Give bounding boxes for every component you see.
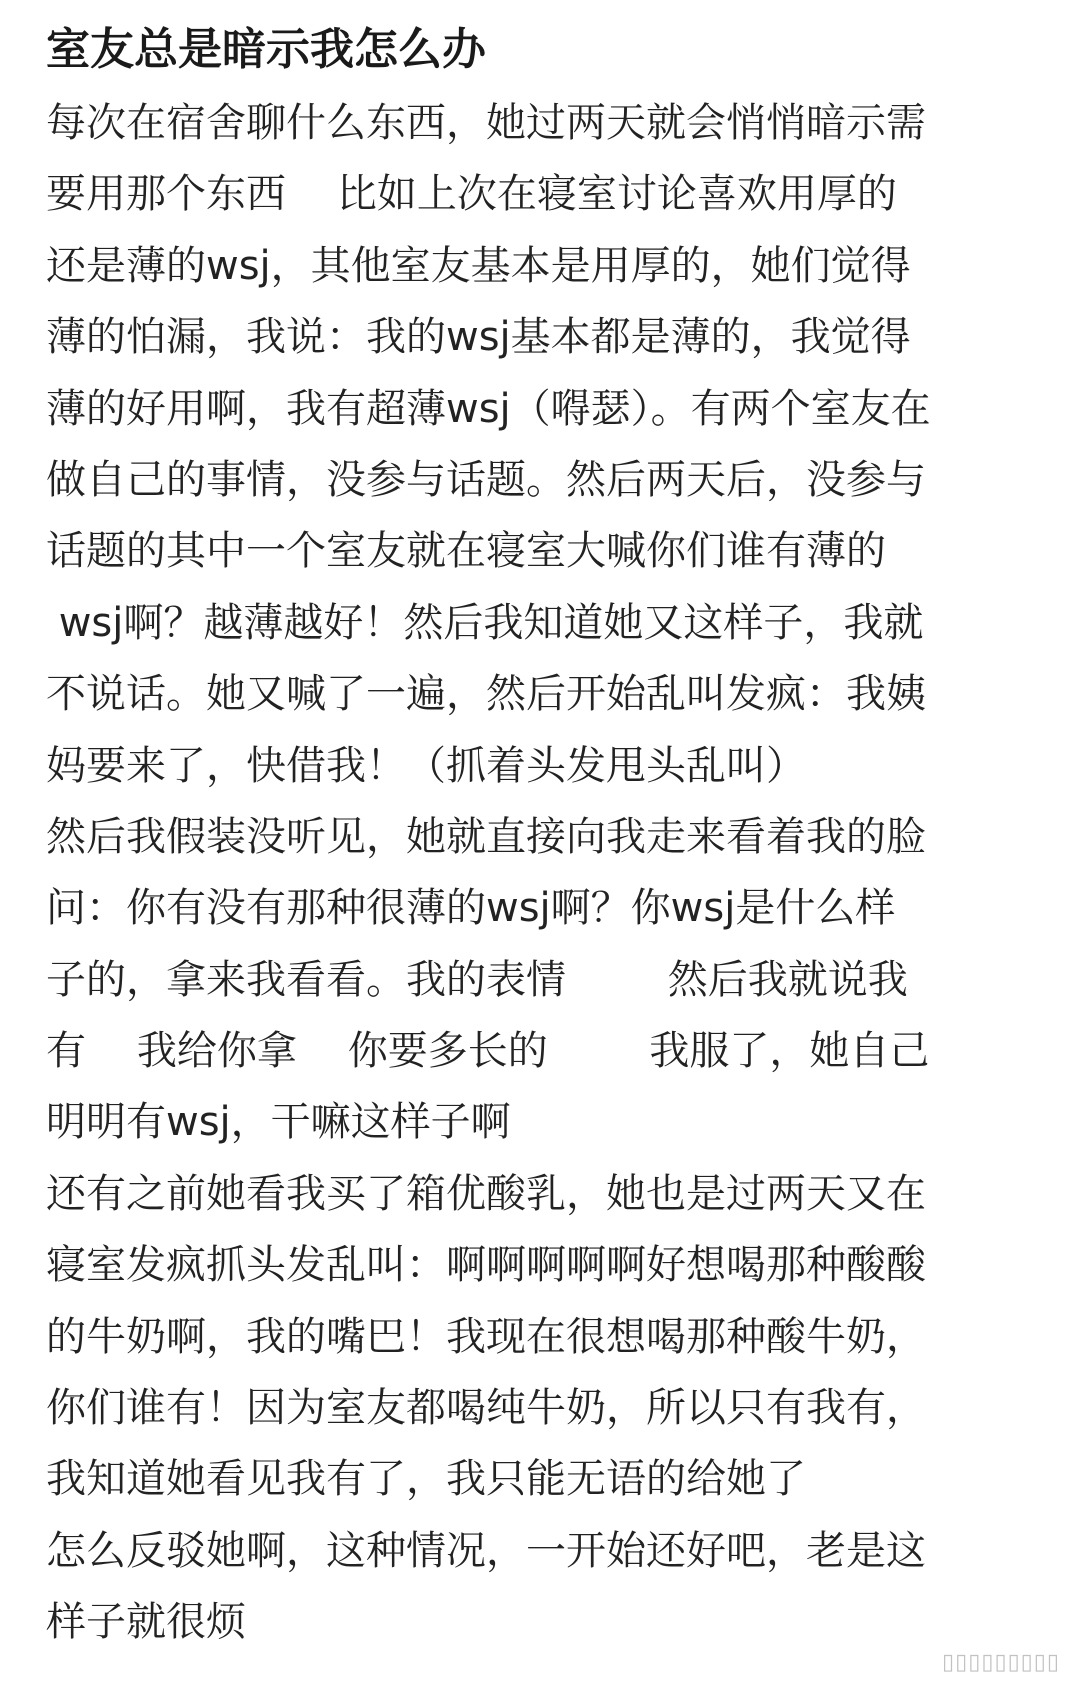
body-line: 薄的怕漏，我说：我的wsj基本都是薄的，我觉得 bbox=[46, 314, 911, 361]
post-body bbox=[46, 88, 1036, 1659]
body-line: 妈要来了，快借我！（抓着头发甩头乱叫） bbox=[46, 742, 806, 789]
body-line: 要用那个东西 比如上次在寝室讨论喜欢用厚的 bbox=[46, 171, 897, 218]
body-line: wsj啊？越薄越好！然后我知道她又这样子，我就 bbox=[46, 599, 924, 646]
body-line: 明明有wsj，干嘛这样子啊 bbox=[46, 1099, 511, 1146]
body-line: 薄的好用啊，我有超薄wsj（嘚瑟）。有两个室友在 bbox=[46, 385, 931, 432]
body-line: 样子就很烦 bbox=[46, 1599, 246, 1646]
watermark: ▯▯▯▯▯▯▯▯▯ bbox=[942, 1650, 1060, 1675]
body-line: 问：你有没有那种很薄的wsj啊？你wsj是什么样 bbox=[46, 885, 896, 932]
body-line: 怎么反驳她啊，这种情况，一开始还好吧，老是这 bbox=[46, 1527, 926, 1574]
body-line: 有 我给你拿 你要多长的 我服了，她自己 bbox=[46, 1028, 930, 1075]
body-line: 话题的其中一个室友就在寝室大喊你们谁有薄的 bbox=[46, 528, 886, 575]
post-card bbox=[46, 22, 1036, 1659]
body-line: 还是薄的wsj，其他室友基本是用厚的，她们觉得 bbox=[46, 242, 911, 289]
body-line: 不说话。她又喊了一遍，然后开始乱叫发疯：我姨 bbox=[46, 671, 926, 718]
body-line: 子的，拿来我看看。我的表情 然后我就说我 bbox=[46, 956, 908, 1003]
body-line: 你们谁有！因为室友都喝纯牛奶，所以只有我有， bbox=[46, 1385, 926, 1432]
body-line: 还有之前她看我买了箱优酸乳，她也是过两天又在 bbox=[46, 1170, 926, 1217]
body-line: 的牛奶啊，我的嘴巴！我现在很想喝那种酸牛奶， bbox=[46, 1313, 926, 1360]
body-line: 每次在宿舍聊什么东西，她过两天就会悄悄暗示需 bbox=[46, 100, 926, 146]
body-line: 然后我假装没听见，她就直接向我走来看着我的脸 bbox=[46, 813, 926, 860]
post-title: 室友总是暗示我怎么办 bbox=[46, 24, 486, 75]
body-line: 做自己的事情，没参与话题。然后两天后，没参与 bbox=[46, 456, 926, 503]
body-line: 我知道她看见我有了，我只能无语的给她了 bbox=[46, 1456, 806, 1503]
body-line: 寝室发疯抓头发乱叫：啊啊啊啊啊好想喝那种酸酸 bbox=[46, 1242, 926, 1289]
